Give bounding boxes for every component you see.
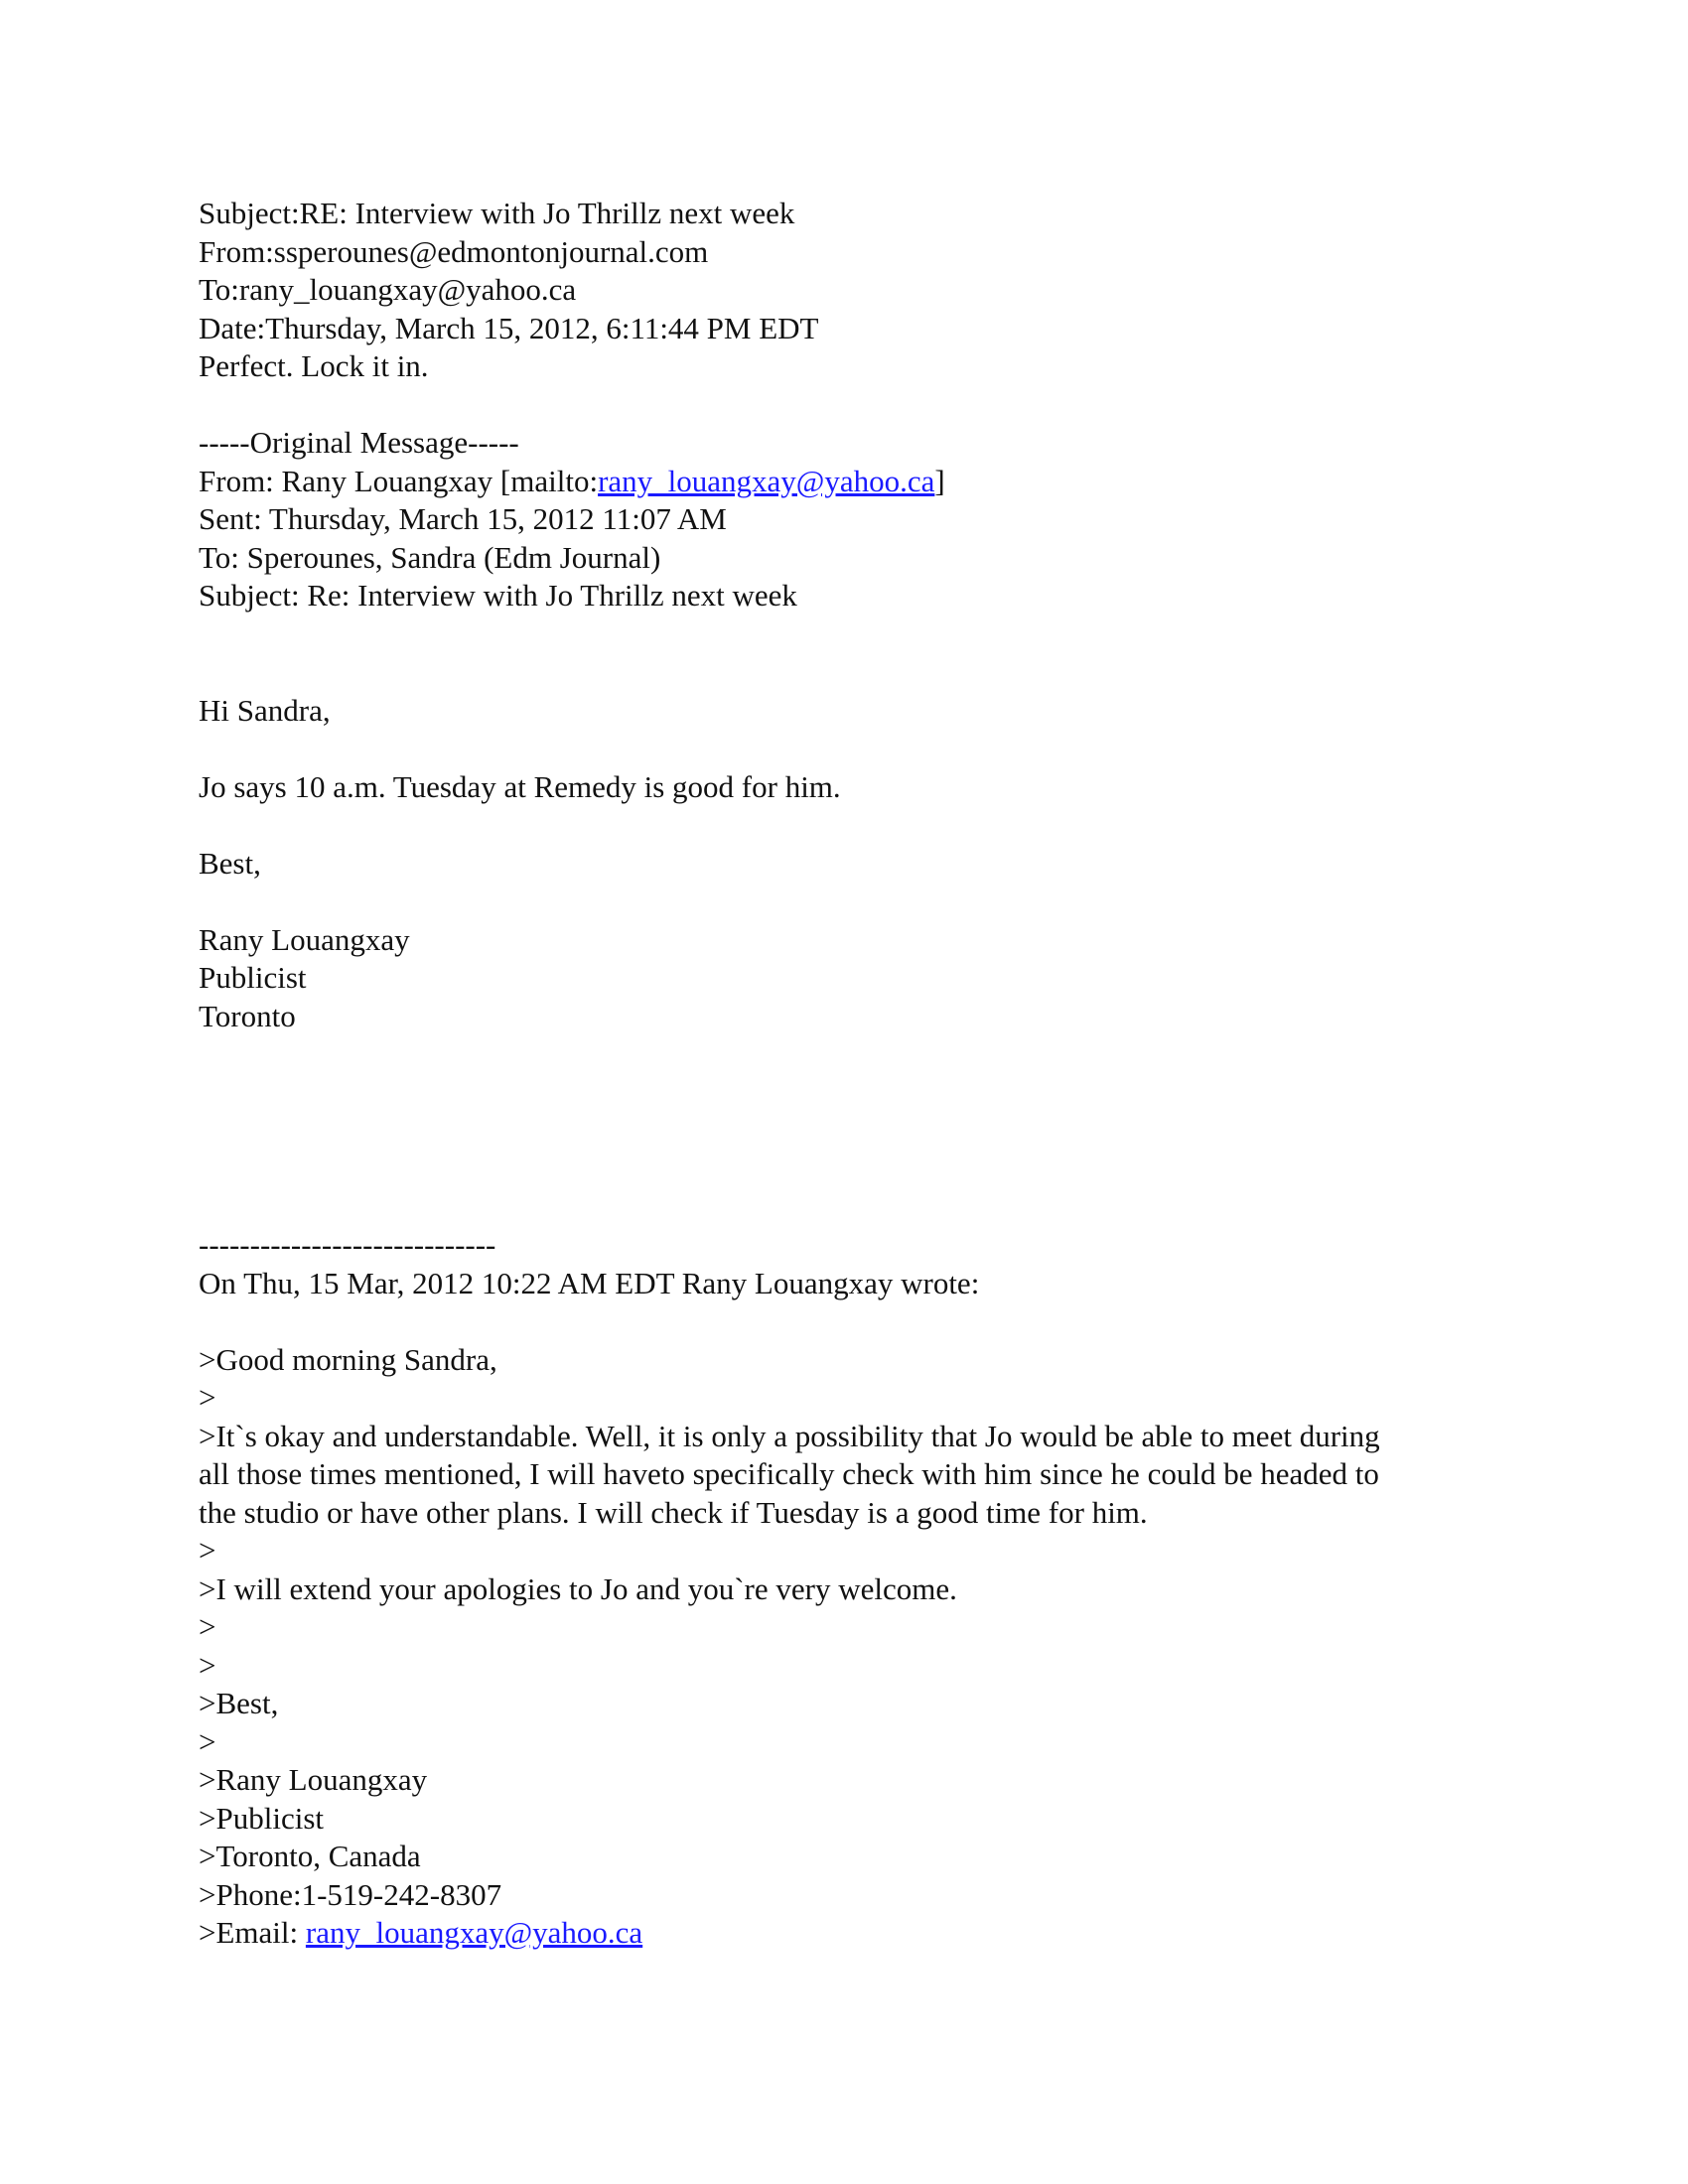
earlier-signature-email xyxy=(199,1914,1489,1953)
original-from xyxy=(199,463,1489,501)
earlier-email-prefix: >Email: xyxy=(199,1915,306,1950)
quote-marker: > xyxy=(199,1609,216,1644)
earlier-paragraph-2: >I will extend your apologies to Jo and you`re very welcome. xyxy=(199,1570,957,1606)
original-signature-name: Rany Louangxay xyxy=(199,921,410,957)
spacer xyxy=(199,883,1489,921)
spacer xyxy=(199,1302,1489,1341)
original-to: To: Sperounes, Sandra (Edm Journal) xyxy=(199,539,661,575)
spacer xyxy=(199,730,1489,768)
quote-marker: > xyxy=(199,1723,216,1759)
original-divider: -----Original Message----- xyxy=(199,425,519,460)
spacer xyxy=(199,806,1489,845)
original-sent: Sent: Thursday, March 15, 2012 11:07 AM xyxy=(199,501,727,536)
reply-body: Perfect. Lock it in. xyxy=(199,348,429,383)
original-signature-title: Publicist xyxy=(199,960,307,995)
email-header xyxy=(199,195,1489,347)
original-greeting: Hi Sandra, xyxy=(199,692,331,728)
email-document xyxy=(199,195,1489,1953)
earlier-closing: >Best, xyxy=(199,1686,279,1720)
quote-marker: > xyxy=(199,1380,216,1415)
earlier-signature-phone: >Phone:1-519-242-8307 xyxy=(199,1876,502,1912)
earlier-signature-city: >Toronto, Canada xyxy=(199,1839,421,1873)
earlier-intro: On Thu, 15 Mar, 2012 10:22 AM EDT Rany Louangxay wrote: xyxy=(199,1265,980,1300)
earlier-divider: ----------------------------- xyxy=(199,1227,496,1262)
spacer xyxy=(199,1035,1489,1226)
original-from-email-link[interactable]: rany_louangxay@yahoo.ca xyxy=(598,463,935,498)
original-subject: Subject: Re: Interview with Jo Thrillz next week xyxy=(199,578,797,613)
header-from: From:ssperounes@edmontonjournal.com xyxy=(199,233,709,269)
spacer xyxy=(199,615,1489,692)
original-closing: Best, xyxy=(199,845,261,881)
header-to: To:rany_louangxay@yahoo.ca xyxy=(199,272,577,307)
earlier-paragraph-1-line-3: the studio or have other plans. I will check if Tuesday is a good time for him. xyxy=(199,1494,1148,1530)
earlier-message xyxy=(199,1226,1489,1953)
earlier-paragraph-1-line-2: all those times mentioned, I will haveto specifically check with him since he could be headed to xyxy=(199,1456,1379,1491)
original-from-suffix: ] xyxy=(934,463,945,498)
original-message xyxy=(199,424,1489,1035)
earlier-signature-title: >Publicist xyxy=(199,1800,324,1836)
spacer xyxy=(199,386,1489,425)
quote-marker: > xyxy=(199,1647,216,1683)
quote-marker: > xyxy=(199,1533,216,1568)
earlier-email-link[interactable]: rany_louangxay@yahoo.ca xyxy=(305,1915,643,1950)
earlier-paragraph-1-line-1: >It`s okay and understandable. Well, it is only a possibility that Jo would be able to meet during xyxy=(199,1418,1380,1453)
original-signature-city: Toronto xyxy=(199,998,296,1033)
earlier-signature-name: >Rany Louangxay xyxy=(199,1762,428,1797)
original-body: Jo says 10 a.m. Tuesday at Remedy is good for him. xyxy=(199,768,841,804)
header-date: Date:Thursday, March 15, 2012, 6:11:44 PM EDT xyxy=(199,310,819,345)
header-subject: Subject:RE: Interview with Jo Thrillz next week xyxy=(199,196,795,230)
original-from-prefix: From: Rany Louangxay [mailto: xyxy=(199,463,599,498)
earlier-greeting: >Good morning Sandra, xyxy=(199,1341,497,1377)
